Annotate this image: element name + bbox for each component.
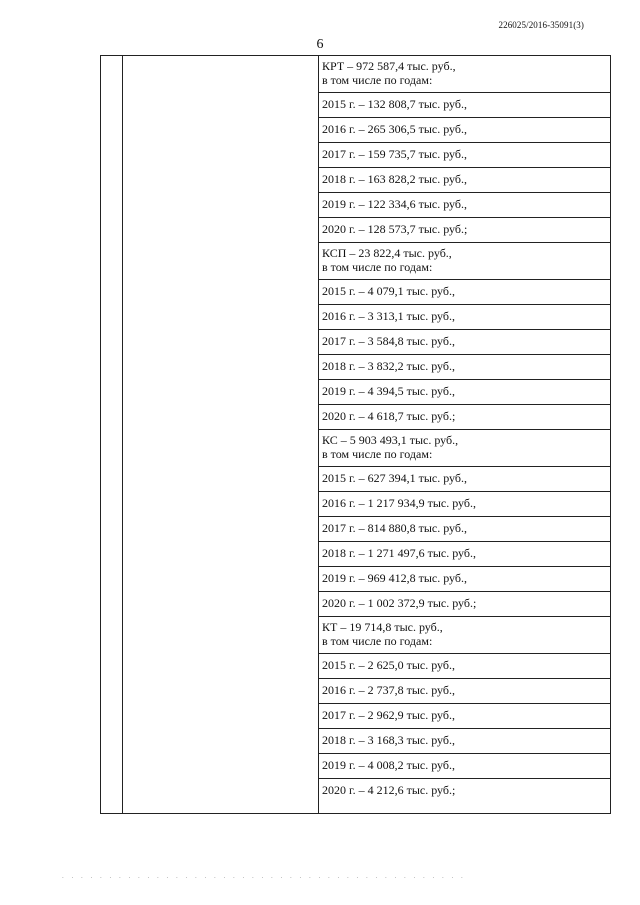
year-row: 2018 г. – 3 832,2 тыс. руб., xyxy=(319,355,610,380)
year-row: 2020 г. – 128 573,7 тыс. руб.; xyxy=(319,218,610,243)
funding-table xyxy=(100,55,611,814)
year-row: 2015 г. – 132 808,7 тыс. руб., xyxy=(319,93,610,118)
scan-artifacts: . . . . . . . . . . . . . . . . . . . . . . . . . . . . . . . . . . . . . . . . . . . xyxy=(62,872,466,880)
year-row: 2019 г. – 969 412,8 тыс. руб., xyxy=(319,567,610,592)
year-row: 2017 г. – 159 735,7 тыс. руб., xyxy=(319,143,610,168)
year-row: 2017 г. – 3 584,8 тыс. руб., xyxy=(319,330,610,355)
group-total-text: КС – 5 903 493,1 тыс. руб., xyxy=(322,433,459,447)
funding-list xyxy=(319,56,610,813)
year-row: 2020 г. – 4 618,7 тыс. руб.; xyxy=(319,405,610,430)
group-subheading: в том числе по годам: xyxy=(322,260,433,274)
year-row: 2016 г. – 3 313,1 тыс. руб., xyxy=(319,305,610,330)
group-total-row xyxy=(319,617,610,654)
year-row: 2018 г. – 3 168,3 тыс. руб., xyxy=(319,729,610,754)
group-subheading: в том числе по годам: xyxy=(322,447,433,461)
group-total-row xyxy=(319,243,610,280)
group-total-row xyxy=(319,430,610,467)
document-id: 226025/2016-35091(3) xyxy=(498,20,584,30)
group-subheading: в том числе по годам: xyxy=(322,73,433,87)
group-total-row xyxy=(319,56,610,93)
year-row: 2019 г. – 122 334,6 тыс. руб., xyxy=(319,193,610,218)
page-number: 6 xyxy=(316,37,324,52)
year-row: 2015 г. – 4 079,1 тыс. руб., xyxy=(319,280,610,305)
year-row: 2016 г. – 2 737,8 тыс. руб., xyxy=(319,679,610,704)
year-row: 2020 г. – 4 212,6 тыс. руб.; xyxy=(322,783,456,797)
group-total-text: КРТ – 972 587,4 тыс. руб., xyxy=(322,59,456,73)
year-row: 2016 г. – 265 306,5 тыс. руб., xyxy=(319,118,610,143)
year-row: 2019 г. – 4 394,5 тыс. руб., xyxy=(319,380,610,405)
year-row: 2018 г. – 163 828,2 тыс. руб., xyxy=(319,168,610,193)
year-row: 2017 г. – 2 962,9 тыс. руб., xyxy=(319,704,610,729)
group-total-text: КТ – 19 714,8 тыс. руб., xyxy=(322,620,443,634)
year-row: 2017 г. – 814 880,8 тыс. руб., xyxy=(319,517,610,542)
group-total-text: КСП – 23 822,4 тыс. руб., xyxy=(322,246,452,260)
column-divider xyxy=(122,56,123,813)
year-row: 2019 г. – 4 008,2 тыс. руб., xyxy=(319,754,610,779)
year-row: 2015 г. – 2 625,0 тыс. руб., xyxy=(319,654,610,679)
year-row: 2020 г. – 1 002 372,9 тыс. руб.; xyxy=(319,592,610,617)
year-row: 2015 г. – 627 394,1 тыс. руб., xyxy=(319,467,610,492)
year-row: 2016 г. – 1 217 934,9 тыс. руб., xyxy=(319,492,610,517)
group-subheading: в том числе по годам: xyxy=(322,634,433,648)
year-row: 2018 г. – 1 271 497,6 тыс. руб., xyxy=(319,542,610,567)
